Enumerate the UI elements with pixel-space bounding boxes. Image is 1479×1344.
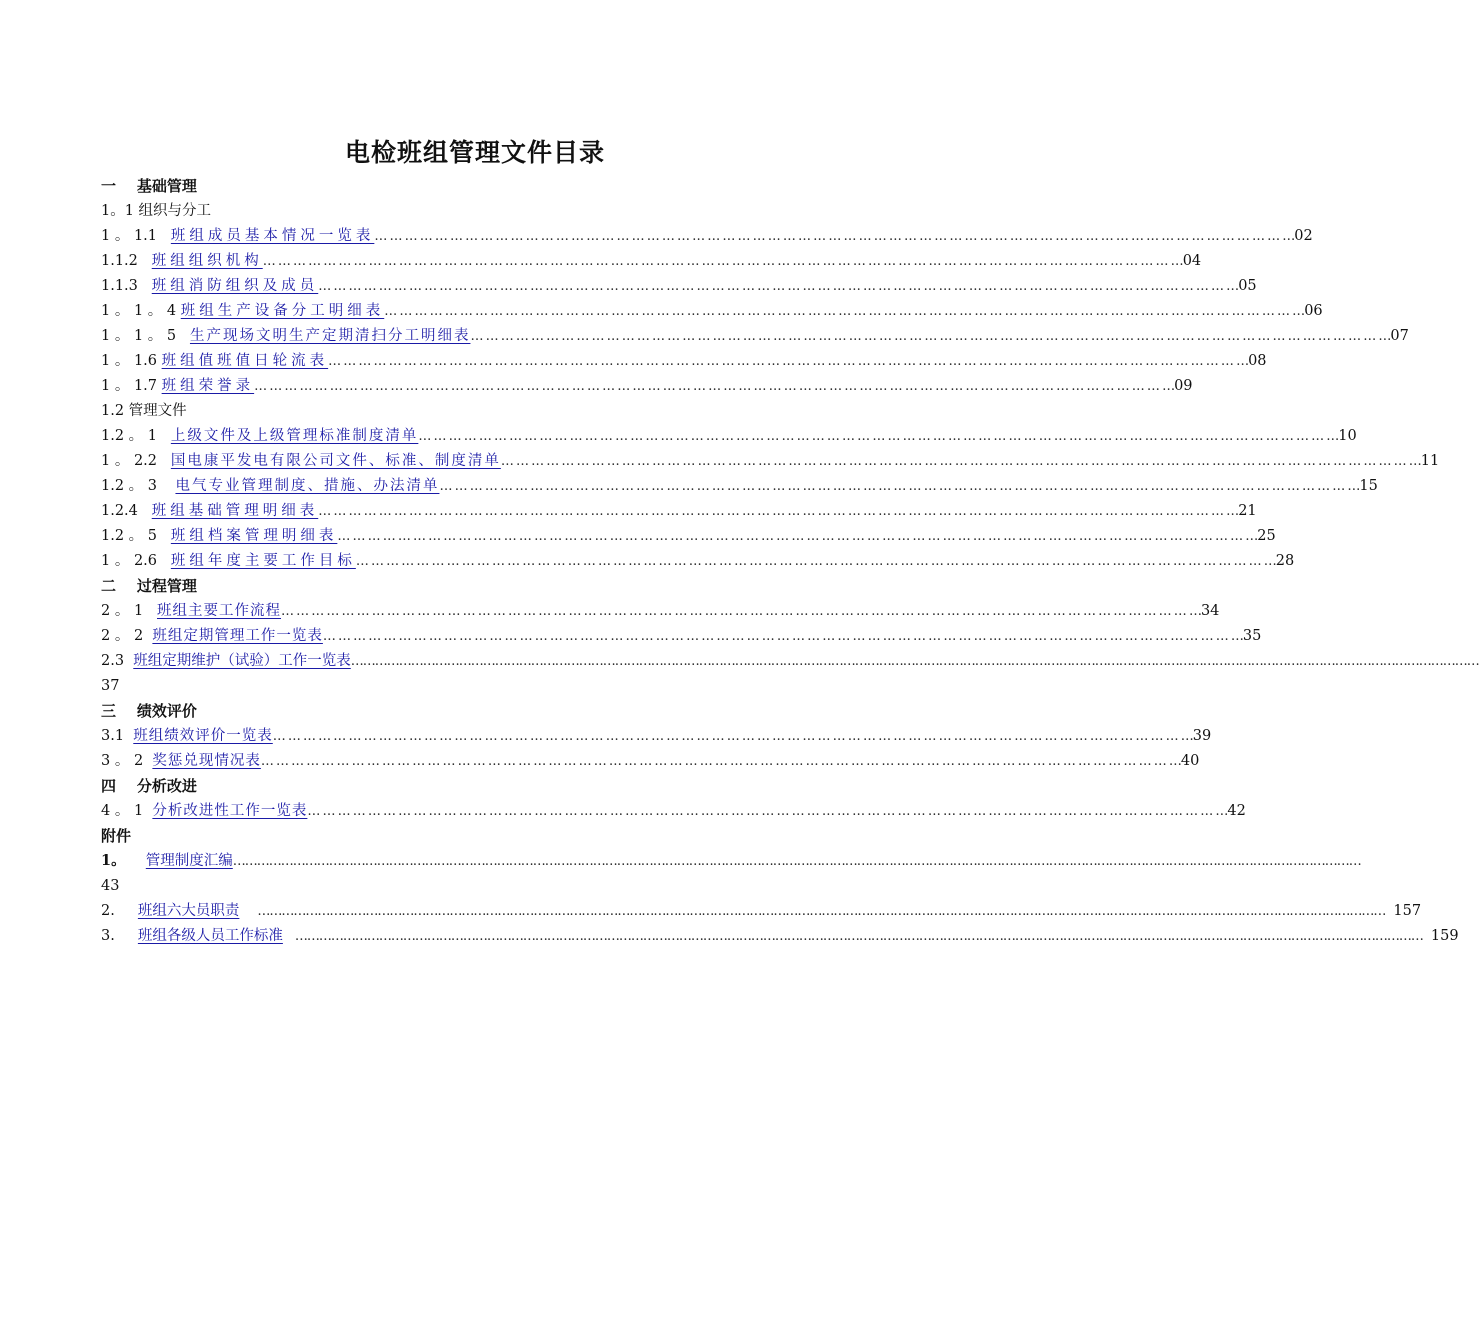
entry-number: 3.1 bbox=[101, 728, 134, 744]
toc-entry bbox=[101, 224, 1313, 248]
entry-number: 2 。 1 bbox=[101, 603, 157, 619]
toc-entry bbox=[101, 549, 1295, 573]
toc-entry bbox=[101, 849, 1361, 873]
dot-leader: … … … … … … … … … … … … … … … … … … … … … … … … … … … … … … … … … … … … … … … … … … … … … … … … … … … … … … … … … … … … … bbox=[318, 504, 1239, 519]
page-number: 08 bbox=[1248, 353, 1267, 369]
page-number: 11 bbox=[1420, 453, 1440, 469]
entry-number: 2 。 2 bbox=[101, 628, 153, 644]
toc-link[interactable]: 上级文件及上级管理标准制度清单 bbox=[170, 428, 419, 444]
dot-leader: … … … … … … … … … … … … … … … … … … … … … … … … … … … … … … … … … … … … … … … … … … … … … … … … … … … … … … … … … … … … … bbox=[322, 629, 1243, 644]
entry-number: 3. bbox=[101, 928, 138, 944]
page-number: 37 bbox=[101, 678, 120, 694]
dot-leader: … … … … … … … … … … … … … … … … … … … … … … … … … … … … … … … … … … … … … … … … … … … … … … … … … … … … … … … … … … … … … bbox=[318, 279, 1239, 294]
toc-entry bbox=[101, 449, 1440, 473]
toc-link[interactable]: 班组定期维护（试验）工作一览表 bbox=[133, 653, 351, 669]
toc-link[interactable]: 班组各级人员工作标准 bbox=[137, 928, 283, 944]
toc-entry bbox=[101, 924, 1459, 948]
dot-leader: … … … … … … … … … … … … … … … … … … … … … … … … … … … … … … … … … … … … … … … … … … … … … … … … … … … … … … … … … … … … … bbox=[500, 454, 1421, 469]
toc-link[interactable]: 班组组织机构 bbox=[151, 253, 263, 269]
entry-number: 1 。 1 。 4 bbox=[101, 303, 181, 319]
section-label: 三 绩效评价 bbox=[101, 702, 197, 720]
dot-leader: … … … … … … … … … … … … … … … … … … … … … … … … … … … … … … … … … … … … … … … … … … … … … … … … … … … … … … … … … … … … … bbox=[418, 429, 1339, 444]
page-number: 157 bbox=[1393, 903, 1422, 919]
entry-number: 1。 bbox=[101, 852, 146, 869]
page-number: 28 bbox=[1275, 553, 1295, 569]
page-number: 09 bbox=[1174, 378, 1193, 394]
toc-link[interactable]: 管理制度汇编 bbox=[145, 853, 233, 869]
toc-entry bbox=[101, 524, 1276, 548]
subsection-label: 1。1 组织与分工 bbox=[101, 203, 212, 219]
section-label: 四 分析改进 bbox=[101, 777, 197, 795]
page-number: 39 bbox=[1192, 728, 1212, 744]
dot-leader: … … … … … … … … … … … … … … … … … … … … … … … … … … … … … … … … … … … … … … … … … … … … … … … … … … … … … … … … … … … … … bbox=[272, 729, 1193, 744]
dot-leader: ………………………………………………………………………………………………………………………………………………………………………………………………………………………………………………………… bbox=[232, 854, 1361, 869]
toc-link[interactable]: 班组成员基本情况一览表 bbox=[170, 228, 375, 244]
dot-leader: … … … … … … … … … … … … … … … … … … … … … … … … … … … … … … … … … … … … … … … … … … … … … … … … … … … … … … … … … … … … … bbox=[355, 554, 1276, 569]
dot-leader: … … … … … … … … … … … … … … … … … … … … … … … … … … … … … … … … … … … … … … … … … … … … … … … … … … … … … … … … … … … … … bbox=[281, 604, 1201, 619]
section-label: 一 基础管理 bbox=[101, 177, 197, 195]
toc-entry bbox=[101, 474, 1378, 498]
document-title: 电检班组管理文件目录 bbox=[344, 138, 605, 167]
entry-number: 1 。 2.2 bbox=[101, 453, 171, 469]
dot-leader: … … … … … … … … … … … … … … … … … … … … … … … … … … … … … … … … … … … … … … … … … … … … … … … … … … … … … … … … … … … … … bbox=[254, 379, 1175, 394]
toc-link[interactable]: 班组六大员职责 bbox=[137, 903, 240, 919]
section-label: 附件 bbox=[101, 827, 132, 845]
entry-number: 1 。 1.6 bbox=[101, 353, 162, 369]
entry-number: 2. bbox=[101, 903, 138, 919]
section-heading-analysis-improvement bbox=[101, 774, 850, 798]
entry-number: 1 。 2.6 bbox=[101, 553, 171, 569]
entry-number: 1.1.3 bbox=[101, 278, 152, 294]
toc-link[interactable]: 班组年度主要工作目标 bbox=[170, 553, 356, 569]
toc-link[interactable]: 奖惩兑现情况表 bbox=[152, 753, 261, 769]
entry-number: 1 。 1.1 bbox=[101, 228, 171, 244]
page-number: 05 bbox=[1238, 278, 1257, 294]
toc-entry bbox=[101, 649, 1479, 673]
toc-link[interactable]: 分析改进性工作一览表 bbox=[152, 803, 308, 819]
page-number: 07 bbox=[1390, 328, 1409, 344]
subsection-heading-organization bbox=[101, 199, 850, 223]
toc-page-continuation bbox=[101, 874, 850, 898]
toc-page-continuation bbox=[101, 674, 850, 698]
toc-link[interactable]: 班组绩效评价一览表 bbox=[133, 728, 273, 744]
toc-link[interactable]: 电气专业管理制度、措施、办法清单 bbox=[175, 478, 440, 494]
subsection-heading-management-files bbox=[101, 399, 850, 423]
entry-number: 1 。 1.7 bbox=[101, 378, 162, 394]
entry-number: 1.2 。 1 bbox=[101, 428, 171, 444]
toc-entry bbox=[101, 899, 1422, 923]
toc-link[interactable]: 班组基础管理明细表 bbox=[151, 503, 319, 519]
page-number: 42 bbox=[1227, 803, 1246, 819]
page-number: 21 bbox=[1238, 503, 1257, 519]
toc-entry bbox=[101, 599, 1220, 623]
entry-number: 1.2.4 bbox=[101, 503, 152, 519]
toc-link[interactable]: 班组主要工作流程 bbox=[157, 603, 281, 619]
dot-leader: … … … … … … … … … … … … … … … … … … … … … … … … … … … … … … … … … … … … … … … … … … … … … … … … … … … … … … … … … … … … … bbox=[374, 229, 1295, 244]
entry-number: 1 。 1 。 5 bbox=[101, 328, 190, 344]
entry-number: 3 。 2 bbox=[101, 753, 153, 769]
section-heading-performance-evaluation bbox=[101, 699, 850, 723]
toc-link[interactable]: 班组档案管理明细表 bbox=[170, 528, 338, 544]
toc-link[interactable]: 班组定期管理工作一览表 bbox=[152, 628, 323, 644]
toc-entry bbox=[101, 299, 1323, 323]
toc-link[interactable]: 班组值班值日轮流表 bbox=[161, 353, 329, 369]
dot-leader: … … … … … … … … … … … … … … … … … … … … … … … … … … … … … … … … … … … … … … … … … … … … … … … … … … … … … … … … … … … … … bbox=[262, 254, 1183, 269]
toc-link[interactable]: 班组荣誉录 bbox=[161, 378, 255, 394]
dot-leader: … … … … … … … … … … … … … … … … … … … … … … … … … … … … … … … … … … … … … … … … … … … … … … … … … … … … … … … … … … … … … bbox=[439, 479, 1360, 494]
entry-number: 4 。 1 bbox=[101, 803, 153, 819]
toc-entry bbox=[101, 624, 1262, 648]
toc-link[interactable]: 国电康平发电有限公司文件、标准、制度清单 bbox=[170, 453, 501, 469]
dot-leader: … … … … … … … … … … … … … … … … … … … … … … … … … … … … … … … … … … … … … … … … … … … … … … … … … … … … … … … … … … … … … bbox=[470, 329, 1391, 344]
page-number: 35 bbox=[1242, 628, 1262, 644]
toc-link[interactable]: 班组消防组织及成员 bbox=[151, 278, 319, 294]
page-number: 40 bbox=[1180, 753, 1200, 769]
page-number: 10 bbox=[1338, 428, 1357, 444]
entry-number: 1.2 。 3 bbox=[101, 478, 176, 494]
dot-leader: ………………………………………………………………………………………………………………………………………………………………………………………………………………………………………………………… bbox=[350, 654, 1479, 669]
dot-leader: ………………………………………………………………………………………………………………………………………………………………………………………………………………………………………………………… bbox=[257, 904, 1386, 919]
section-heading-basic-management bbox=[101, 174, 850, 198]
toc-entry bbox=[101, 274, 1257, 298]
toc-entry bbox=[101, 749, 1200, 773]
section-heading-process-management bbox=[101, 574, 850, 598]
dot-leader: ………………………………………………………………………………………………………………………………………………………………………………………………………………………………………………………… bbox=[294, 929, 1423, 944]
page-number: 43 bbox=[101, 878, 120, 894]
toc-entry bbox=[101, 499, 1257, 523]
dot-leader: … … … … … … … … … … … … … … … … … … … … … … … … … … … … … … … … … … … … … … … … … … … … … … … … … … … … … … … … … … … … … bbox=[384, 304, 1305, 319]
dot-leader: … … … … … … … … … … … … … … … … … … … … … … … … … … … … … … … … … … … … … … … … … … … … … … … … … … … … … … … … … … … … … bbox=[307, 804, 1228, 819]
toc-entry bbox=[101, 424, 1357, 448]
toc-entry bbox=[101, 374, 1193, 398]
toc-link[interactable]: 班组生产设备分工明细表 bbox=[180, 303, 385, 319]
toc-link[interactable]: 生产现场文明生产定期清扫分工明细表 bbox=[189, 328, 471, 344]
subsection-label: 1.2 管理文件 bbox=[101, 403, 187, 419]
page-number: 02 bbox=[1294, 228, 1313, 244]
toc-entry bbox=[101, 724, 1212, 748]
dot-leader: … … … … … … … … … … … … … … … … … … … … … … … … … … … … … … … … … … … … … … … … … … … … … … … … … … … … … … … … … … … … … bbox=[337, 529, 1258, 544]
page-number: 06 bbox=[1304, 303, 1323, 319]
page-number: 25 bbox=[1257, 528, 1276, 544]
dot-leader: … … … … … … … … … … … … … … … … … … … … … … … … … … … … … … … … … … … … … … … … … … … … … … … … … … … … … … … … … … … … … bbox=[328, 354, 1249, 369]
section-heading-attachments bbox=[101, 824, 850, 848]
page-number: 04 bbox=[1182, 253, 1202, 269]
page-number: 34 bbox=[1200, 603, 1220, 619]
dot-leader: … … … … … … … … … … … … … … … … … … … … … … … … … … … … … … … … … … … … … … … … … … … … … … … … … … … … … … … … … … … … … bbox=[260, 754, 1181, 769]
page-number: 159 bbox=[1430, 928, 1459, 944]
page-number: 15 bbox=[1359, 478, 1378, 494]
toc-entry bbox=[101, 249, 1202, 273]
toc-entry bbox=[101, 324, 1409, 348]
section-label: 二 过程管理 bbox=[101, 577, 197, 595]
entry-number: 1.1.2 bbox=[101, 253, 152, 269]
toc-entry bbox=[101, 799, 1246, 823]
entry-number: 1.2 。 5 bbox=[101, 528, 171, 544]
toc-entry bbox=[101, 349, 1267, 373]
entry-number: 2.3 bbox=[101, 653, 134, 669]
